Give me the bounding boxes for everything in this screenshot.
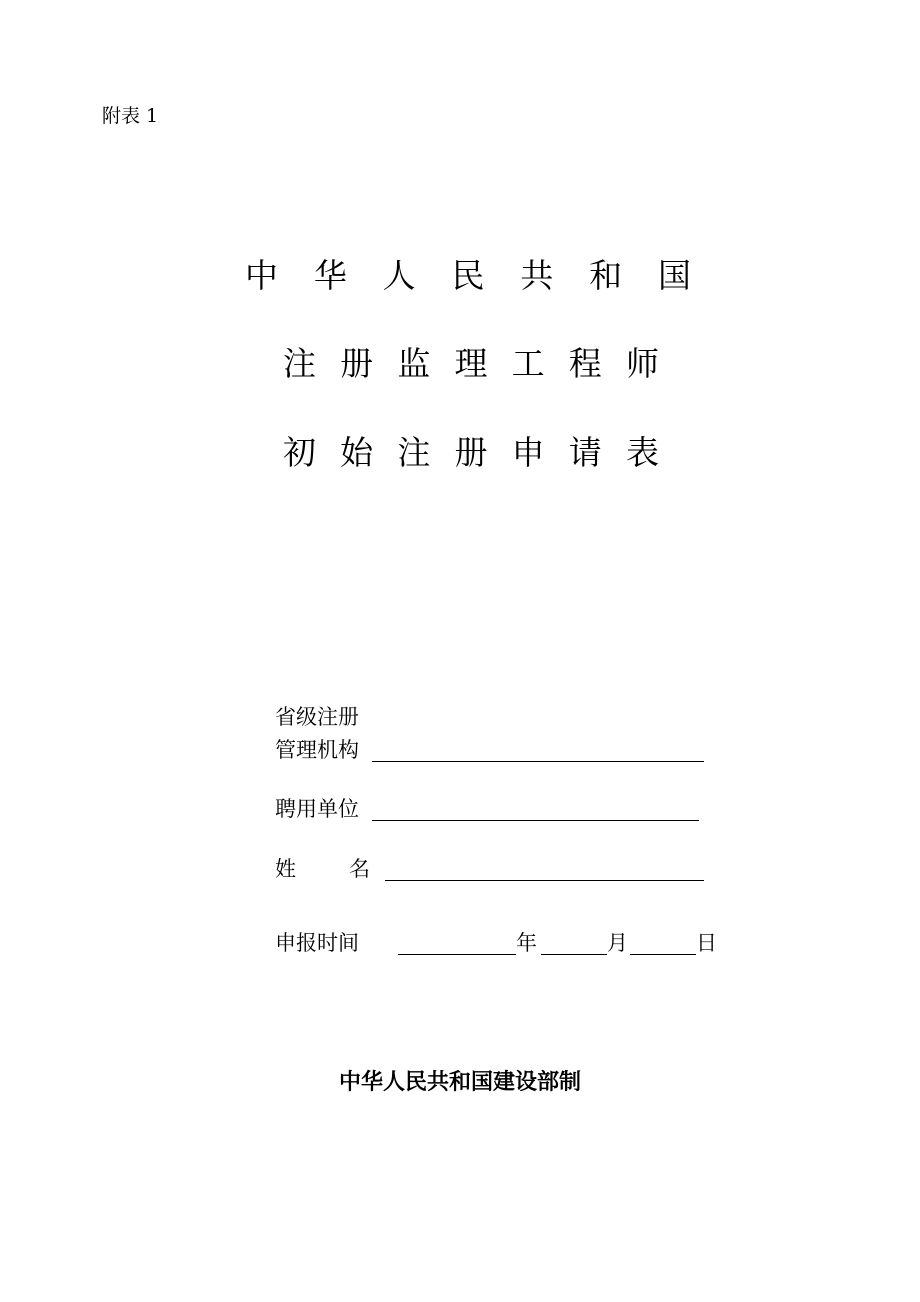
title-char: 注 (283, 344, 316, 383)
title-char: 初 (283, 433, 316, 472)
month-label: 月 (607, 931, 628, 955)
annex-label: 附表 1 (102, 105, 159, 127)
title-char: 申 (511, 433, 545, 472)
name-label-first: 姓 (275, 857, 296, 881)
title-char: 人 (382, 256, 416, 295)
title-line-profession (283, 344, 659, 384)
title-char: 监 (397, 344, 431, 383)
title-char: 工 (511, 344, 545, 383)
title-char: 师 (625, 344, 659, 383)
title-char: 表 (625, 433, 659, 472)
title-char: 始 (340, 433, 374, 472)
employer-label: 聘用单位 (275, 797, 359, 821)
org-label-line2: 管理机构 (275, 738, 359, 762)
year-label: 年 (516, 931, 537, 955)
day-label: 日 (696, 931, 717, 955)
title-char: 共 (520, 256, 554, 295)
title-char: 华 (313, 256, 347, 295)
issuer-footer: 中华人民共和国建设部制 (338, 1070, 581, 1095)
title-char: 国 (657, 256, 691, 295)
date-label: 申报时间 (275, 931, 359, 955)
day-input-line[interactable] (630, 954, 696, 955)
title-line-form-name (283, 433, 659, 473)
title-char: 册 (340, 344, 374, 383)
title-line-country (245, 256, 691, 296)
title-char: 程 (568, 344, 602, 383)
org-label-line1: 省级注册 (275, 705, 359, 729)
title-char: 和 (589, 256, 623, 295)
title-char: 理 (454, 344, 488, 383)
name-input-line[interactable] (385, 880, 704, 881)
title-char: 册 (454, 433, 488, 472)
title-char: 请 (568, 433, 602, 472)
title-char: 民 (451, 256, 485, 295)
title-char: 中 (245, 256, 278, 295)
name-label-second: 名 (349, 857, 370, 881)
org-input-line[interactable] (372, 761, 704, 762)
employer-input-line[interactable] (372, 820, 699, 821)
title-char: 注 (397, 433, 431, 472)
month-input-line[interactable] (541, 954, 607, 955)
year-input-line[interactable] (398, 954, 516, 955)
